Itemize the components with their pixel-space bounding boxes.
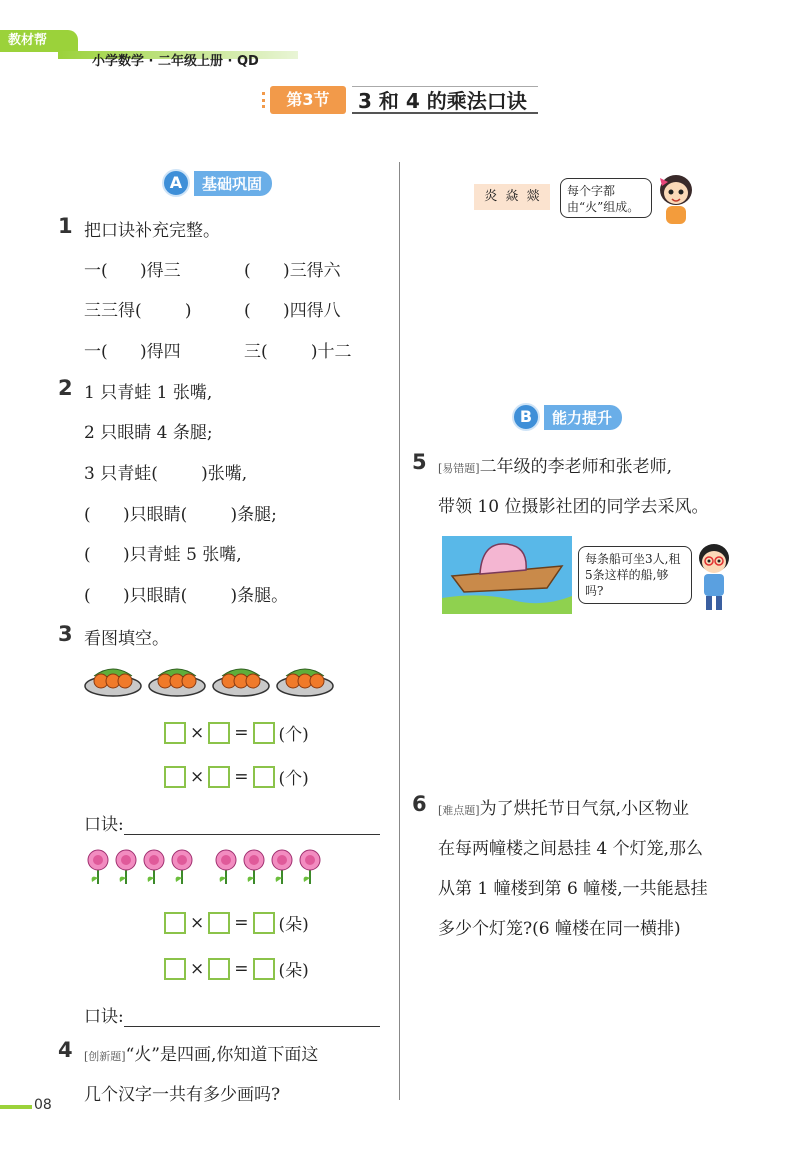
q1-row1-right: ( )三得六 <box>244 261 341 281</box>
answer-box[interactable] <box>253 766 275 788</box>
q1-number: 1 <box>58 214 73 238</box>
q3-number: 3 <box>58 622 73 646</box>
orange-plates-picture <box>84 660 344 700</box>
answer-box[interactable] <box>164 958 186 980</box>
q1-prompt: 把口诀补充完整。 <box>84 221 220 241</box>
part-b-label <box>512 404 622 430</box>
brand-tab: 教材帮 <box>0 30 78 52</box>
answer-box[interactable] <box>253 958 275 980</box>
plate-3 <box>213 669 269 696</box>
column-divider <box>399 162 400 1100</box>
boy-character-icon <box>694 540 734 614</box>
times-sign: × <box>190 766 205 787</box>
answer-box[interactable] <box>208 722 230 744</box>
q5-speech-bubble: 每条船可坐3人,租5条这样的船,够吗? <box>578 546 692 604</box>
koujue-label: 口诀: <box>84 815 124 835</box>
q3-equation-1 <box>164 720 309 745</box>
q3-koujue-1 <box>84 810 380 835</box>
q6-tag: [难点题] <box>438 804 480 817</box>
q6-number: 6 <box>412 792 427 816</box>
section-title: 3 和 4 的乘法口诀 <box>352 86 538 114</box>
q4-characters: 炎 焱 燚 <box>474 184 550 210</box>
times-sign: × <box>190 958 205 979</box>
q6-line3: 从第 1 幢楼到第 6 幢楼,一共能悬挂 <box>438 879 708 899</box>
q1-row2-right: ( )四得八 <box>244 301 341 321</box>
plate-1 <box>85 669 141 696</box>
part-b-letter: B <box>512 403 540 431</box>
q5-line1 <box>438 452 672 477</box>
q6-line1 <box>438 794 689 819</box>
q1-row3-right: 三( )十二 <box>244 342 352 362</box>
answer-box[interactable] <box>208 912 230 934</box>
page-number-bar <box>0 1105 32 1109</box>
page-number: 08 <box>34 1097 52 1113</box>
equals-sign: = <box>234 912 249 933</box>
q6-line4: 多少个灯笼?(6 幢楼在同一横排) <box>438 919 681 939</box>
times-sign: × <box>190 722 205 743</box>
q5-tag: [易错题] <box>438 462 480 475</box>
q4-speech-bubble: 每个字都由“火”组成。 <box>560 178 652 218</box>
unit-label: (朵) <box>278 961 309 981</box>
part-a-label <box>162 170 272 196</box>
q3-equation-4 <box>164 956 309 981</box>
q5-number: 5 <box>412 450 427 474</box>
q1-row2-left: 三三得( ) <box>84 301 192 321</box>
answer-box[interactable] <box>164 722 186 744</box>
q2-line3: 3 只青蛙( )张嘴, <box>84 464 248 484</box>
koujue-blank[interactable] <box>124 1010 380 1027</box>
answer-box[interactable] <box>208 958 230 980</box>
girl-character-icon <box>654 168 698 228</box>
q1-row1-left: 一( )得三 <box>84 261 181 281</box>
unit-label: (个) <box>278 769 309 789</box>
answer-box[interactable] <box>253 722 275 744</box>
answer-box[interactable] <box>253 912 275 934</box>
q2-number: 2 <box>58 376 73 400</box>
unit-label: (个) <box>278 725 309 745</box>
answer-box[interactable] <box>164 766 186 788</box>
answer-box[interactable] <box>208 766 230 788</box>
q2-line2: 2 只眼睛 4 条腿; <box>84 423 213 443</box>
koujue-blank[interactable] <box>124 818 380 835</box>
q6-line2: 在每两幢楼之间悬挂 4 个灯笼,那么 <box>438 839 704 859</box>
part-b-text: 能力提升 <box>544 405 622 430</box>
q3-equation-2 <box>164 764 309 789</box>
q5-text: 二年级的李老师和张老师, <box>479 457 672 477</box>
q4-tag: [创新题] <box>84 1050 126 1063</box>
q2-line6: ( )只眼睛( )条腿。 <box>84 586 289 606</box>
q4-line2: 几个汉字一共有多少画吗? <box>84 1085 281 1105</box>
q6-text: 为了烘托节日气氛,小区物业 <box>479 799 689 819</box>
plate-2 <box>149 669 205 696</box>
times-sign: × <box>190 912 205 933</box>
equals-sign: = <box>234 766 249 787</box>
q5-line2: 带领 10 位摄影社团的同学去采风。 <box>438 497 709 517</box>
q3-prompt: 看图填空。 <box>84 629 169 649</box>
q2-line1: 1 只青蛙 1 张嘴, <box>84 383 213 403</box>
q4-text: “火”是四画,你知道下面这 <box>125 1045 319 1065</box>
plate-4 <box>277 669 333 696</box>
q2-line4: ( )只眼睛( )条腿; <box>84 505 277 525</box>
part-a-text: 基础巩固 <box>194 171 272 196</box>
q3-equation-3 <box>164 910 309 935</box>
q4-number: 4 <box>58 1038 73 1062</box>
part-a-letter: A <box>162 169 190 197</box>
q4-line1 <box>84 1040 318 1065</box>
book-title: 小学数学 · 二年级上册 · QD <box>92 54 259 69</box>
equals-sign: = <box>234 722 249 743</box>
boat-picture <box>442 536 572 614</box>
q3-koujue-2 <box>84 1002 380 1027</box>
section-badge: 第3节 <box>270 86 346 114</box>
q2-line5: ( )只青蛙 5 张嘴, <box>84 545 242 565</box>
equals-sign: = <box>234 958 249 979</box>
answer-box[interactable] <box>164 912 186 934</box>
koujue-label: 口诀: <box>84 1007 124 1027</box>
q1-row3-left: 一( )得四 <box>84 342 181 362</box>
unit-label: (朵) <box>278 915 309 935</box>
flowers-picture <box>84 848 354 888</box>
